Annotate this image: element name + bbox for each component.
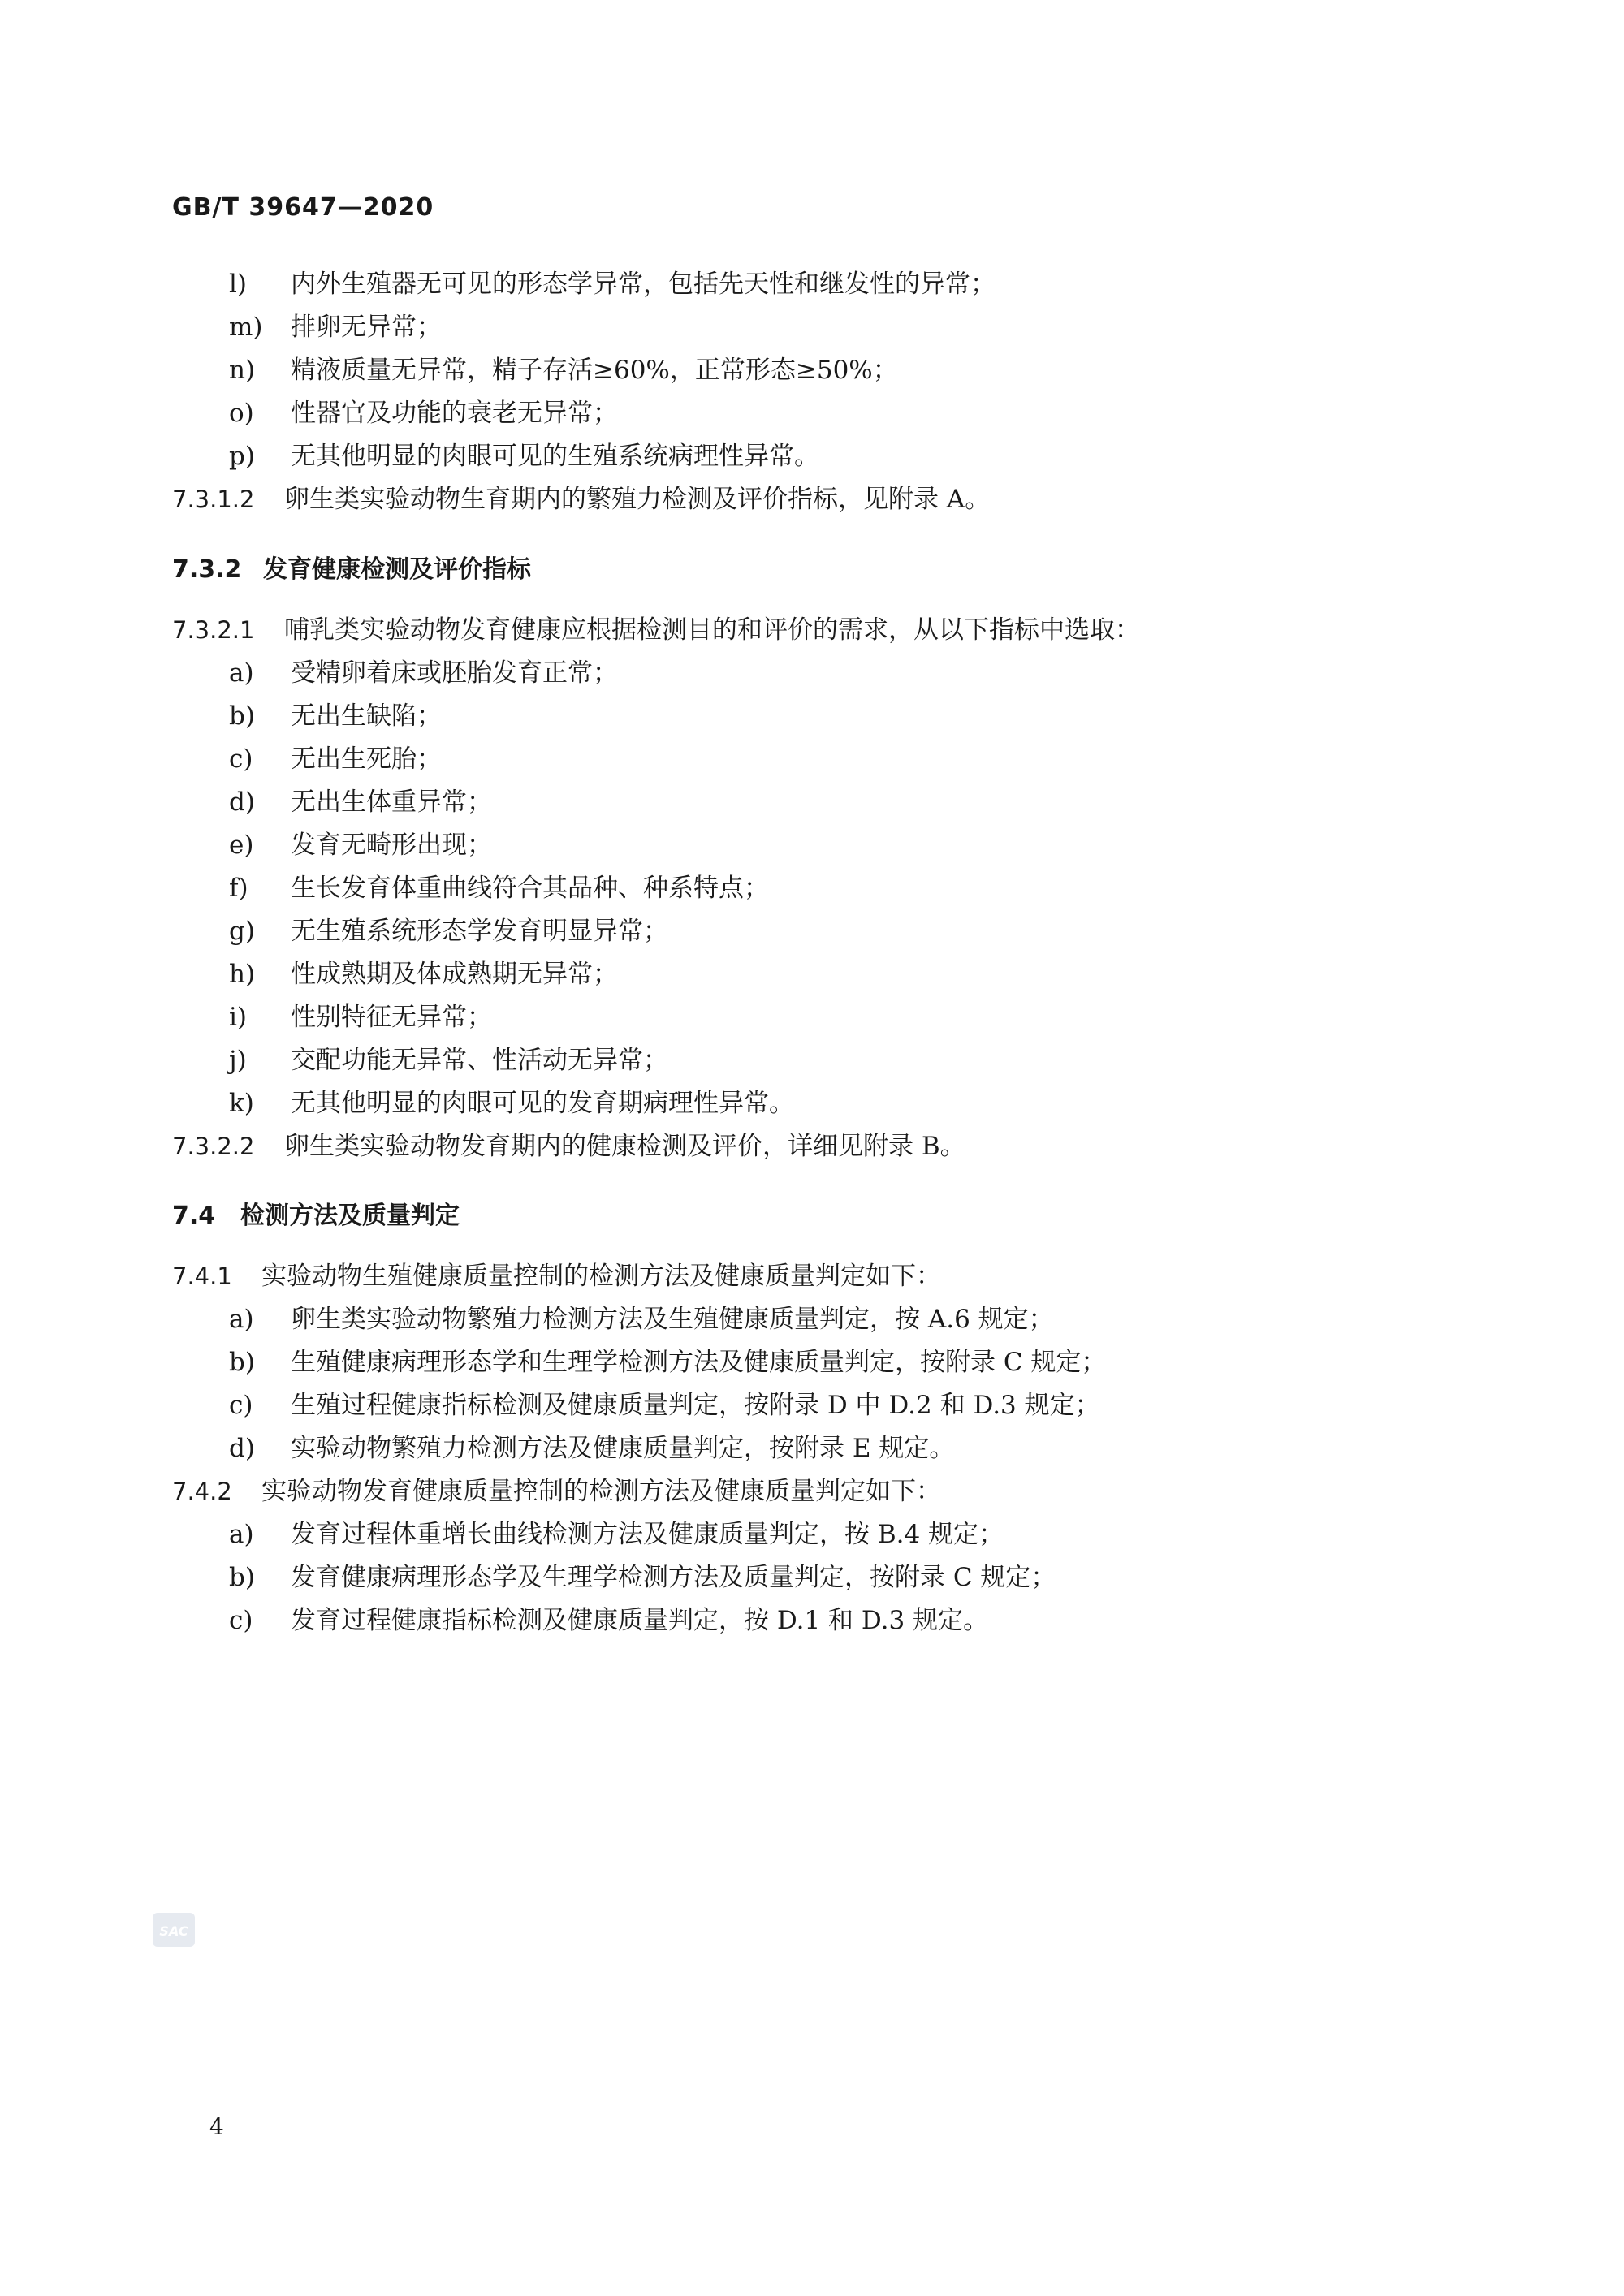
list-item-text: 生殖健康病理形态学和生理学检测方法及健康质量判定，按附录 C 规定； bbox=[291, 1348, 1107, 1377]
standard-code: GB/T 39647—2020 bbox=[172, 193, 434, 222]
list-item bbox=[229, 1303, 1054, 1336]
list-item-letter: d) bbox=[229, 1434, 255, 1463]
list-item bbox=[229, 1001, 492, 1034]
list-item bbox=[229, 872, 769, 904]
list-item-text: 卵生类实验动物繁殖力检测方法及生殖健康质量判定，按 A.6 规定； bbox=[291, 1305, 1054, 1334]
list-item-letter: a) bbox=[229, 1520, 254, 1549]
list-item-text: 发育过程体重增长曲线检测方法及健康质量判定，按 B.4 规定； bbox=[291, 1520, 1004, 1549]
list-item-letter: m) bbox=[229, 313, 263, 342]
list-item bbox=[229, 354, 898, 386]
list-item-letter: b) bbox=[229, 1563, 255, 1592]
list-item-letter: i) bbox=[229, 1003, 248, 1032]
list-item-letter: o) bbox=[229, 399, 254, 428]
list-item bbox=[229, 1346, 1106, 1379]
list-item-letter: e) bbox=[229, 831, 254, 860]
list-item-text: 发育无畸形出现； bbox=[291, 831, 492, 860]
clause-7-4-1 bbox=[172, 1260, 941, 1293]
list-item bbox=[229, 1604, 988, 1637]
clause-7-4-2 bbox=[172, 1475, 941, 1508]
list-item-text: 无生殖系统形态学发育明显异常； bbox=[291, 917, 668, 946]
section-heading-7-4 bbox=[172, 1195, 460, 1231]
list-item-letter: a) bbox=[229, 1305, 254, 1334]
list-item-letter: d) bbox=[229, 788, 255, 817]
clause-text: 实验动物生殖健康质量控制的检测方法及健康质量判定如下： bbox=[261, 1262, 941, 1291]
clause-7-3-2-2 bbox=[172, 1130, 965, 1163]
list-item-text: 性器官及功能的衰老无异常； bbox=[291, 399, 618, 428]
list-item bbox=[229, 1518, 1004, 1551]
logo-text: SAC bbox=[159, 1923, 188, 1939]
list-item bbox=[229, 268, 996, 300]
list-item bbox=[229, 743, 442, 775]
list-item-letter: f) bbox=[229, 874, 248, 903]
list-item bbox=[229, 1389, 1100, 1422]
list-item bbox=[229, 397, 618, 429]
clause-7-3-1-2 bbox=[172, 483, 990, 516]
list-item-text: 性别特征无异常； bbox=[291, 1003, 492, 1032]
list-item bbox=[229, 1044, 668, 1077]
heading-text: 发育健康检测及评价指标 bbox=[263, 555, 531, 584]
list-item bbox=[229, 1561, 1056, 1594]
heading-text: 检测方法及质量判定 bbox=[240, 1202, 460, 1230]
list-item bbox=[229, 700, 442, 732]
list-item-text: 无其他明显的肉眼可见的发育期病理性异常。 bbox=[291, 1089, 794, 1118]
list-item-letter: n) bbox=[229, 356, 256, 385]
list-item-letter: c) bbox=[229, 1391, 253, 1420]
clause-number: 7.3.1.2 bbox=[172, 486, 255, 513]
list-item bbox=[229, 915, 668, 947]
list-item-letter: b) bbox=[229, 701, 255, 731]
list-item bbox=[229, 1432, 954, 1465]
clause-text: 实验动物发育健康质量控制的检测方法及健康质量判定如下： bbox=[261, 1477, 941, 1506]
clause-number: 7.4.1 bbox=[172, 1262, 232, 1290]
list-item bbox=[229, 657, 618, 689]
list-item-letter: k) bbox=[229, 1089, 254, 1118]
list-item-letter: g) bbox=[229, 917, 255, 946]
list-item-text: 性成熟期及体成熟期无异常； bbox=[291, 960, 618, 989]
heading-number: 7.4 bbox=[172, 1202, 216, 1230]
clause-7-3-2-1 bbox=[172, 614, 1140, 646]
heading-number: 7.3.2 bbox=[172, 555, 242, 584]
list-item-text: 无出生体重异常； bbox=[291, 788, 492, 817]
list-item-text: 无其他明显的肉眼可见的生殖系统病理性异常。 bbox=[291, 442, 819, 471]
clause-number: 7.3.2.2 bbox=[172, 1133, 255, 1160]
list-item-text: 生长发育体重曲线符合其品种、种系特点； bbox=[291, 874, 769, 903]
list-item bbox=[229, 786, 492, 818]
list-item-text: 受精卵着床或胚胎发育正常； bbox=[291, 658, 618, 688]
list-item-text: 排卵无异常； bbox=[291, 313, 442, 342]
list-item-text: 无出生死胎； bbox=[291, 744, 442, 774]
list-item-text: 内外生殖器无可见的形态学异常，包括先天性和继发性的异常； bbox=[291, 270, 996, 299]
list-item-text: 实验动物繁殖力检测方法及健康质量判定，按附录 E 规定。 bbox=[291, 1434, 955, 1463]
list-item bbox=[229, 958, 618, 990]
list-item bbox=[229, 829, 492, 861]
list-item-letter: l) bbox=[229, 270, 248, 299]
list-item-letter: c) bbox=[229, 744, 253, 774]
clause-text: 哺乳类实验动物发育健康应根据检测目的和评价的需求，从以下指标中选取： bbox=[284, 615, 1140, 645]
section-heading-7-3-2 bbox=[172, 549, 531, 585]
list-item bbox=[229, 1087, 794, 1120]
list-item-letter: p) bbox=[229, 442, 255, 471]
list-item-letter: c) bbox=[229, 1606, 253, 1635]
list-item-letter: a) bbox=[229, 658, 254, 688]
list-item-text: 无出生缺陷； bbox=[291, 701, 442, 731]
list-item-text: 生殖过程健康指标检测及健康质量判定，按附录 D 中 D.2 和 D.3 规定； bbox=[291, 1391, 1100, 1420]
list-item bbox=[229, 440, 819, 473]
clause-text: 卵生类实验动物生育期内的繁殖力检测及评价指标，见附录 A。 bbox=[284, 485, 991, 514]
list-item-text: 交配功能无异常、性活动无异常； bbox=[291, 1046, 668, 1075]
clause-number: 7.3.2.1 bbox=[172, 616, 255, 644]
page-number: 4 bbox=[209, 2113, 224, 2140]
list-item-letter: h) bbox=[229, 960, 256, 989]
list-item-letter: j) bbox=[229, 1046, 247, 1075]
list-item-text: 发育过程健康指标检测及健康质量判定，按 D.1 和 D.3 规定。 bbox=[291, 1606, 989, 1635]
sac-logo bbox=[151, 1910, 197, 1950]
list-item-text: 发育健康病理形态学及生理学检测方法及质量判定，按附录 C 规定； bbox=[291, 1563, 1056, 1592]
list-item-letter: b) bbox=[229, 1348, 255, 1377]
clause-number: 7.4.2 bbox=[172, 1478, 232, 1505]
list-item bbox=[229, 311, 442, 343]
clause-text: 卵生类实验动物发育期内的健康检测及评价，详细见附录 B。 bbox=[284, 1132, 965, 1161]
list-item-text: 精液质量无异常，精子存活≥60%，正常形态≥50%； bbox=[291, 356, 898, 385]
